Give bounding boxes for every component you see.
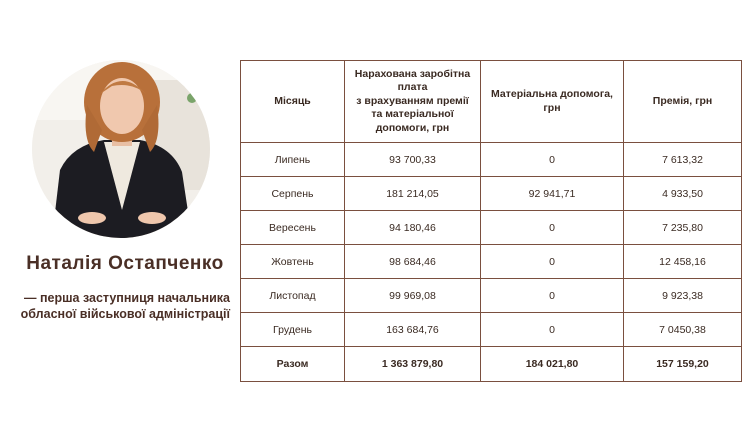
total-label: Разом <box>241 347 345 382</box>
table-row <box>241 279 742 313</box>
cell-aid: 0 <box>481 313 624 347</box>
table-header-row <box>241 61 742 143</box>
table-row <box>241 313 742 347</box>
cell-salary: 98 684,46 <box>345 245 481 279</box>
cell-salary: 181 214,05 <box>345 177 481 211</box>
cell-month: Липень <box>241 143 345 177</box>
table-row <box>241 143 742 177</box>
portrait-photo <box>32 60 210 238</box>
person-name: Наталія Остапченко <box>26 253 224 274</box>
cell-month: Вересень <box>241 211 345 245</box>
total-aid: 184 021,80 <box>481 347 624 382</box>
header-aid: Матеріальна допомога, грн <box>481 61 624 143</box>
total-salary: 1 363 879,80 <box>345 347 481 382</box>
table-row <box>241 245 742 279</box>
cell-bonus: 4 933,50 <box>624 177 742 211</box>
salary-table <box>240 60 742 382</box>
cell-salary: 99 969,08 <box>345 279 481 313</box>
cell-bonus: 7 235,80 <box>624 211 742 245</box>
header-month: Місяць <box>241 61 345 143</box>
cell-month: Грудень <box>241 313 345 347</box>
person-position <box>21 290 230 322</box>
cell-aid: 0 <box>481 245 624 279</box>
cell-bonus: 9 923,38 <box>624 279 742 313</box>
cell-salary: 94 180,46 <box>345 211 481 245</box>
cell-aid: 0 <box>481 143 624 177</box>
table-total-row <box>241 347 742 382</box>
header-bonus: Премія, грн <box>624 61 742 143</box>
table-row <box>241 177 742 211</box>
position-line: — перша заступниця начальника <box>24 291 230 305</box>
header-salary: Нарахована заробітна плата з врахуванням премії та матеріальної допомоги, грн <box>345 61 481 143</box>
cell-bonus: 7 613,32 <box>624 143 742 177</box>
cell-bonus: 7 0450,38 <box>624 313 742 347</box>
cell-aid: 0 <box>481 211 624 245</box>
cell-salary: 163 684,76 <box>345 313 481 347</box>
cell-month: Серпень <box>241 177 345 211</box>
cell-salary: 93 700,33 <box>345 143 481 177</box>
cell-aid: 0 <box>481 279 624 313</box>
cell-aid: 92 941,71 <box>481 177 624 211</box>
cell-month: Жовтень <box>241 245 345 279</box>
table-row <box>241 211 742 245</box>
cell-bonus: 12 458,16 <box>624 245 742 279</box>
total-bonus: 157 159,20 <box>624 347 742 382</box>
position-line: обласної військової адміністрації <box>20 307 230 321</box>
cell-month: Листопад <box>241 279 345 313</box>
